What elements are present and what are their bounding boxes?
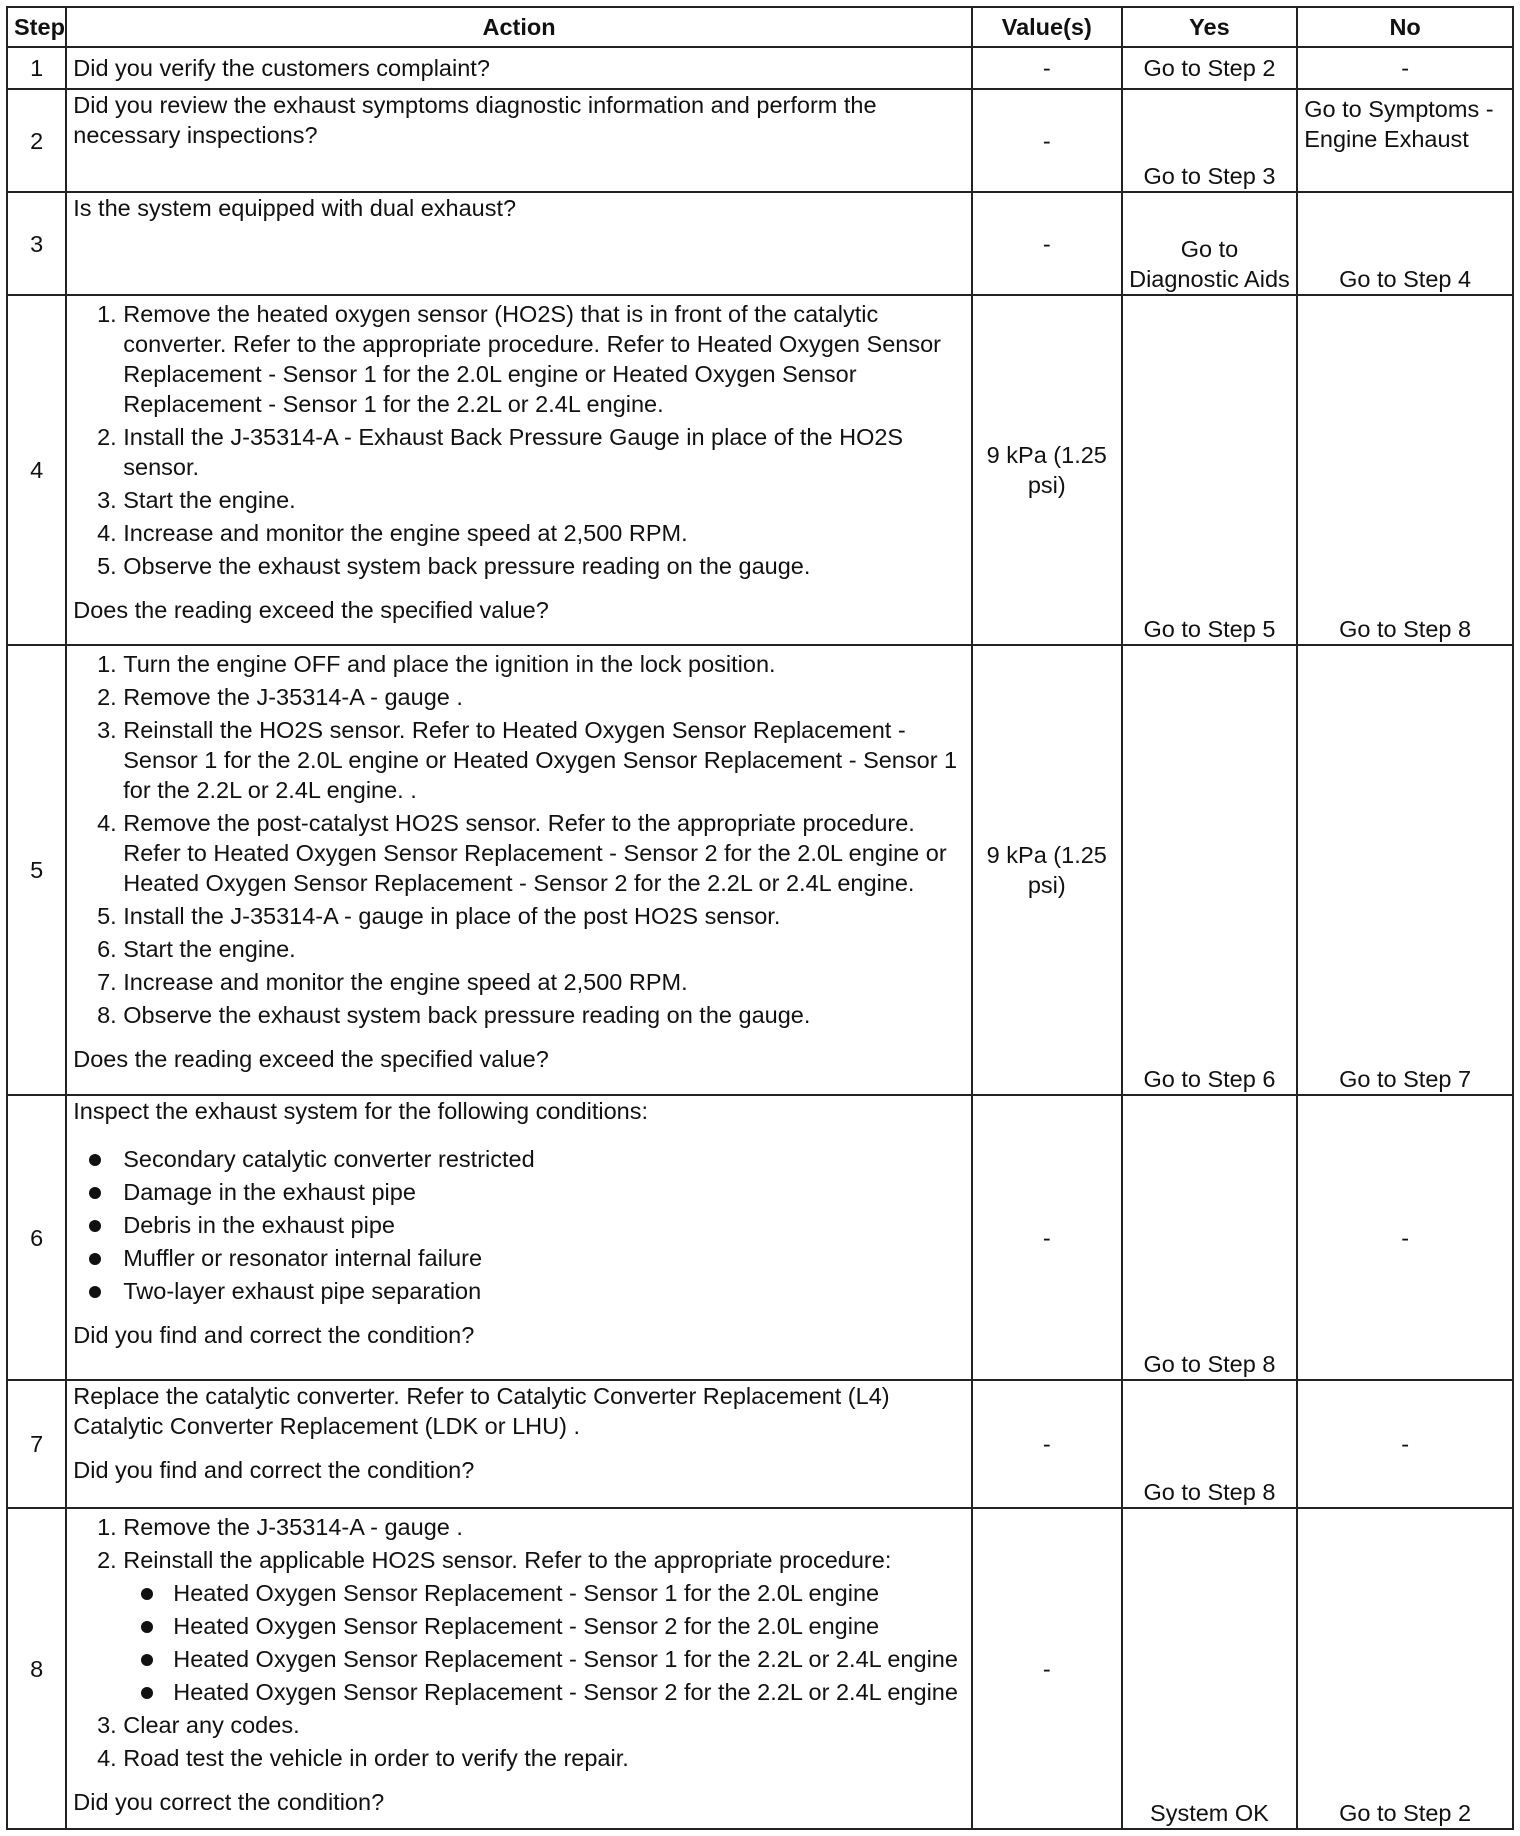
yes-cell: System OK [1122, 1508, 1298, 1829]
header-row [7, 7, 1513, 47]
action-cell [66, 1508, 972, 1829]
value-cell: - [972, 89, 1122, 192]
question-text: Does the reading exceed the specified value? [73, 597, 549, 623]
yes-cell: Go to Step 8 [1122, 1095, 1298, 1380]
table-row [7, 295, 1513, 645]
table-row [7, 89, 1513, 192]
list-item: Muffler or resonator internal failure [123, 1243, 965, 1273]
list-item: 3. Reinstall the HO2S sensor. Refer to Heated Oxygen Sensor Replacement - Sensor 1 for the 2.0L engine or Heated Oxygen Sensor Replacement - Sensor 1 for the 2.2L or 2.4L engine. . [123, 715, 965, 805]
no-cell: Go to Step 4 [1297, 192, 1513, 295]
list-item: 4. Remove the post-catalyst HO2S sensor. Refer to the appropriate procedure. Refer to Heated Oxygen Sensor Replacement - Sensor 2 for the 2.0L engine or Heated Oxygen Sensor Replacement - Sensor 2 for the 2.2L or 2.4L engine. [123, 808, 965, 898]
list-item: 7. Increase and monitor the engine speed at 2,500 RPM. [123, 967, 965, 997]
step-number: 3 [7, 192, 66, 295]
no-cell: - [1297, 1380, 1513, 1508]
action-cell: Did you verify the customers complaint? [66, 47, 972, 89]
step-number: 1 [7, 47, 66, 89]
list-item: Two-layer exhaust pipe separation [123, 1276, 965, 1306]
list-item: 1. Remove the heated oxygen sensor (HO2S) that is in front of the catalytic converter. Refer to the appropriate procedure. Refer to Heated Oxygen Sensor Replacement - Sensor 1 for the 2.0L engine or Heated Oxygen Sensor Replacement - Sensor 1 for the 2.2L or 2.4L engine. [123, 299, 965, 419]
step-number: 7 [7, 1380, 66, 1508]
yes-cell: Go to Step 6 [1122, 645, 1298, 1095]
table-row [7, 1095, 1513, 1380]
action-cell [66, 645, 972, 1095]
no-cell: Go to Symptoms - Engine Exhaust [1297, 89, 1513, 192]
header-no: No [1297, 7, 1513, 47]
yes-cell: Go to Diagnostic Aids [1122, 192, 1298, 295]
sub-list-item: Heated Oxygen Sensor Replacement - Sensor 1 for the 2.2L or 2.4L engine [173, 1644, 965, 1674]
table-row [7, 1508, 1513, 1829]
yes-cell: Go to Step 8 [1122, 1380, 1298, 1508]
sub-list [123, 1578, 965, 1707]
header-action: Action [66, 7, 972, 47]
no-cell: Go to Step 8 [1297, 295, 1513, 645]
list-item: 8. Observe the exhaust system back pressure reading on the gauge. [123, 1000, 965, 1030]
list-item: 4. Increase and monitor the engine speed at 2,500 RPM. [123, 518, 965, 548]
header-step: Step [7, 7, 66, 47]
list-item: 2. Install the J-35314-A - Exhaust Back Pressure Gauge in place of the HO2S sensor. [123, 422, 965, 482]
action-cell [66, 1380, 972, 1508]
intro-text: Inspect the exhaust system for the following conditions: [73, 1098, 649, 1124]
action-cell: Is the system equipped with dual exhaust? [66, 192, 972, 295]
question-text: Does the reading exceed the specified value? [73, 1046, 549, 1072]
sub-list-item: Heated Oxygen Sensor Replacement - Sensor 2 for the 2.2L or 2.4L engine [173, 1677, 965, 1707]
list-item [123, 1545, 965, 1707]
no-cell: - [1297, 47, 1513, 89]
yes-cell: Go to Step 5 [1122, 295, 1298, 645]
no-cell: Go to Step 7 [1297, 645, 1513, 1095]
action-cell [66, 1095, 972, 1380]
condition-list [73, 1144, 965, 1306]
intro-text: Replace the catalytic converter. Refer to Catalytic Converter Replacement (L4) Catalytic Converter Replacement (LDK or LHU) . [73, 1383, 890, 1439]
header-values: Value(s) [972, 7, 1122, 47]
list-item: 1. Remove the J-35314-A - gauge . [123, 1512, 965, 1542]
list-item: 5. Install the J-35314-A - gauge in place of the post HO2S sensor. [123, 901, 965, 931]
value-cell: 9 kPa (1.25 psi) [972, 295, 1122, 645]
table-row [7, 645, 1513, 1095]
value-cell: - [972, 1095, 1122, 1380]
diagnostic-table [6, 6, 1514, 1830]
list-item: Secondary catalytic converter restricted [123, 1144, 965, 1174]
list-item: Debris in the exhaust pipe [123, 1210, 965, 1240]
sub-list-item: Heated Oxygen Sensor Replacement - Sensor 1 for the 2.0L engine [173, 1578, 965, 1608]
question-text: Did you correct the condition? [73, 1789, 385, 1815]
step-number: 5 [7, 645, 66, 1095]
list-item: 6. Start the engine. [123, 934, 965, 964]
list-item: 5. Observe the exhaust system back pressure reading on the gauge. [123, 551, 965, 581]
list-item: Damage in the exhaust pipe [123, 1177, 965, 1207]
value-cell: - [972, 192, 1122, 295]
step-number: 8 [7, 1508, 66, 1829]
step-number: 4 [7, 295, 66, 645]
step-number: 2 [7, 89, 66, 192]
value-cell: - [972, 1508, 1122, 1829]
procedure-list [73, 649, 965, 1030]
value-cell: 9 kPa (1.25 psi) [972, 645, 1122, 1095]
action-cell [66, 295, 972, 645]
action-cell: Did you review the exhaust symptoms diagnostic information and perform the necessary inspections? [66, 89, 972, 192]
value-cell: - [972, 47, 1122, 89]
list-item: 3. Start the engine. [123, 485, 965, 515]
list-item: 4. Road test the vehicle in order to verify the repair. [123, 1743, 965, 1773]
table-row [7, 47, 1513, 89]
list-item: 1. Turn the engine OFF and place the ignition in the lock position. [123, 649, 965, 679]
yes-cell: Go to Step 3 [1122, 89, 1298, 192]
value-cell: - [972, 1380, 1122, 1508]
no-cell: Go to Step 2 [1297, 1508, 1513, 1829]
no-cell: - [1297, 1095, 1513, 1380]
table-row [7, 192, 1513, 295]
question-text: Did you find and correct the condition? [73, 1322, 475, 1348]
procedure-list [73, 299, 965, 581]
list-item-text: Reinstall the applicable HO2S sensor. Refer to the appropriate procedure: [123, 1547, 892, 1573]
header-yes: Yes [1122, 7, 1298, 47]
procedure-list [73, 1512, 965, 1773]
step-number: 6 [7, 1095, 66, 1380]
yes-cell: Go to Step 2 [1122, 47, 1298, 89]
list-item: 2. Remove the J-35314-A - gauge . [123, 682, 965, 712]
table-row [7, 1380, 1513, 1508]
question-text: Did you find and correct the condition? [73, 1457, 475, 1483]
list-item: 3. Clear any codes. [123, 1710, 965, 1740]
sub-list-item: Heated Oxygen Sensor Replacement - Sensor 2 for the 2.0L engine [173, 1611, 965, 1641]
